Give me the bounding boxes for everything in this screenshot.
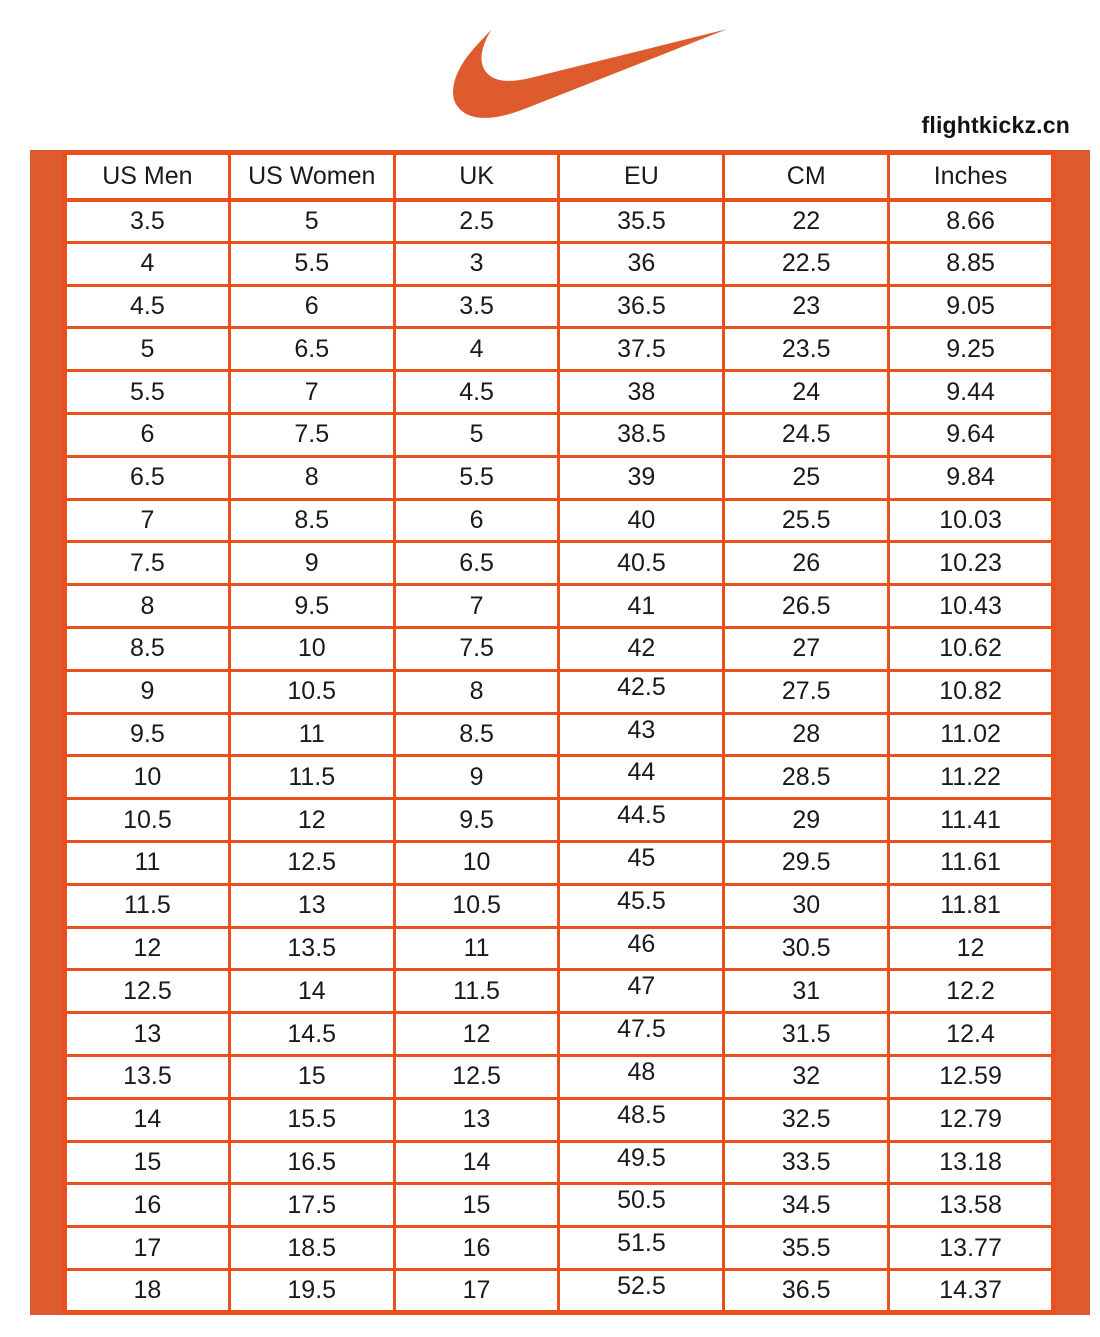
- size-cell-eu: 44: [559, 756, 724, 799]
- size-cell-inches: 12.2: [889, 970, 1054, 1013]
- size-cell-cm: 22: [724, 200, 889, 243]
- website-watermark: flightkickz.cn: [921, 112, 1070, 138]
- size-cell-uk: 9: [394, 756, 559, 799]
- size-cell-uk: 8: [394, 670, 559, 713]
- table-row: [65, 627, 1054, 670]
- size-cell-eu: 44.5: [559, 799, 724, 842]
- size-cell-eu: 47: [559, 970, 724, 1013]
- size-cell-us-men: 6: [65, 413, 230, 456]
- size-cell-us-men: 11: [65, 841, 230, 884]
- table-row: [65, 328, 1054, 371]
- size-cell-us-women: 14: [229, 970, 394, 1013]
- size-cell-us-women: 14.5: [229, 1013, 394, 1056]
- size-cell-eu: 36.5: [559, 285, 724, 328]
- size-cell-uk: 6.5: [394, 542, 559, 585]
- size-cell-eu: 45: [559, 841, 724, 884]
- size-cell-us-men: 5.5: [65, 371, 230, 414]
- size-cell-cm: 28.5: [724, 756, 889, 799]
- right-accent-bar: [1056, 150, 1090, 1315]
- size-cell-inches: 11.22: [889, 756, 1054, 799]
- size-cell-cm: 29: [724, 799, 889, 842]
- size-cell-inches: 13.77: [889, 1227, 1054, 1270]
- size-cell-cm: 25: [724, 456, 889, 499]
- size-cell-uk: 5: [394, 413, 559, 456]
- size-cell-uk: 7.5: [394, 627, 559, 670]
- size-cell-uk: 12.5: [394, 1055, 559, 1098]
- column-header-uk: UK: [394, 153, 559, 200]
- size-cell-cm: 28: [724, 713, 889, 756]
- size-cell-eu: 38.5: [559, 413, 724, 456]
- size-cell-cm: 31: [724, 970, 889, 1013]
- size-cell-inches: 13.18: [889, 1141, 1054, 1184]
- size-cell-us-men: 11.5: [65, 884, 230, 927]
- size-cell-us-men: 14: [65, 1098, 230, 1141]
- size-cell-us-women: 12: [229, 799, 394, 842]
- table-row: [65, 799, 1054, 842]
- size-cell-us-women: 10.5: [229, 670, 394, 713]
- size-cell-us-men: 10.5: [65, 799, 230, 842]
- size-cell-us-men: 8: [65, 585, 230, 628]
- size-cell-inches: 9.25: [889, 328, 1054, 371]
- size-cell-inches: 9.44: [889, 371, 1054, 414]
- table-row: [65, 841, 1054, 884]
- size-cell-us-men: 7: [65, 499, 230, 542]
- size-cell-eu: 35.5: [559, 200, 724, 243]
- size-cell-uk: 14: [394, 1141, 559, 1184]
- size-cell-us-men: 12: [65, 927, 230, 970]
- size-cell-us-men: 3.5: [65, 200, 230, 243]
- size-cell-cm: 26: [724, 542, 889, 585]
- table-row: [65, 200, 1054, 243]
- size-cell-us-men: 16: [65, 1184, 230, 1227]
- size-cell-us-women: 6.5: [229, 328, 394, 371]
- column-header-us-women: US Women: [229, 153, 394, 200]
- table-row: [65, 1227, 1054, 1270]
- size-cell-us-women: 9.5: [229, 585, 394, 628]
- table-row: [65, 970, 1054, 1013]
- size-cell-uk: 9.5: [394, 799, 559, 842]
- size-cell-cm: 33.5: [724, 1141, 889, 1184]
- size-cell-us-women: 15.5: [229, 1098, 394, 1141]
- size-cell-inches: 9.64: [889, 413, 1054, 456]
- size-cell-inches: 11.41: [889, 799, 1054, 842]
- size-cell-us-men: 10: [65, 756, 230, 799]
- size-cell-uk: 10: [394, 841, 559, 884]
- size-cell-cm: 32.5: [724, 1098, 889, 1141]
- size-cell-cm: 27: [724, 627, 889, 670]
- size-cell-cm: 23: [724, 285, 889, 328]
- size-cell-uk: 5.5: [394, 456, 559, 499]
- size-cell-us-men: 9: [65, 670, 230, 713]
- size-cell-uk: 7: [394, 585, 559, 628]
- table-row: [65, 670, 1054, 713]
- size-cell-cm: 35.5: [724, 1227, 889, 1270]
- size-cell-eu: 39: [559, 456, 724, 499]
- size-cell-us-women: 17.5: [229, 1184, 394, 1227]
- size-cell-cm: 32: [724, 1055, 889, 1098]
- size-cell-uk: 8.5: [394, 713, 559, 756]
- table-row: [65, 499, 1054, 542]
- size-cell-eu: 40.5: [559, 542, 724, 585]
- size-cell-uk: 16: [394, 1227, 559, 1270]
- size-cell-us-women: 18.5: [229, 1227, 394, 1270]
- table-row: [65, 285, 1054, 328]
- size-cell-eu: 48: [559, 1055, 724, 1098]
- size-cell-uk: 13: [394, 1098, 559, 1141]
- size-cell-eu: 42.5: [559, 670, 724, 713]
- table-row: [65, 1055, 1054, 1098]
- size-cell-uk: 2.5: [394, 200, 559, 243]
- size-cell-inches: 10.43: [889, 585, 1054, 628]
- table-row: [65, 756, 1054, 799]
- table-row: [65, 927, 1054, 970]
- size-cell-us-women: 11.5: [229, 756, 394, 799]
- size-cell-eu: 52.5: [559, 1269, 724, 1312]
- table-row: [65, 1013, 1054, 1056]
- size-cell-eu: 37.5: [559, 328, 724, 371]
- size-cell-us-women: 19.5: [229, 1269, 394, 1312]
- size-cell-cm: 36.5: [724, 1269, 889, 1312]
- size-cell-uk: 4.5: [394, 371, 559, 414]
- size-cell-us-women: 12.5: [229, 841, 394, 884]
- size-cell-inches: 10.03: [889, 499, 1054, 542]
- size-cell-uk: 3.5: [394, 285, 559, 328]
- table-row: [65, 585, 1054, 628]
- size-cell-cm: 27.5: [724, 670, 889, 713]
- size-cell-us-men: 15: [65, 1141, 230, 1184]
- column-header-eu: EU: [559, 153, 724, 200]
- size-cell-us-men: 17: [65, 1227, 230, 1270]
- size-cell-inches: 14.37: [889, 1269, 1054, 1312]
- size-cell-inches: 10.82: [889, 670, 1054, 713]
- size-cell-cm: 22.5: [724, 242, 889, 285]
- size-cell-cm: 34.5: [724, 1184, 889, 1227]
- size-cell-uk: 3: [394, 242, 559, 285]
- size-cell-us-men: 7.5: [65, 542, 230, 585]
- size-cell-cm: 25.5: [724, 499, 889, 542]
- size-cell-cm: 29.5: [724, 841, 889, 884]
- size-cell-inches: 8.66: [889, 200, 1054, 243]
- size-cell-uk: 4: [394, 328, 559, 371]
- size-cell-us-men: 13: [65, 1013, 230, 1056]
- size-cell-inches: 11.02: [889, 713, 1054, 756]
- size-cell-inches: 12.59: [889, 1055, 1054, 1098]
- size-cell-inches: 12: [889, 927, 1054, 970]
- table-row: [65, 1184, 1054, 1227]
- size-cell-us-men: 5: [65, 328, 230, 371]
- size-cell-cm: 31.5: [724, 1013, 889, 1056]
- table-row: [65, 713, 1054, 756]
- size-cell-us-men: 9.5: [65, 713, 230, 756]
- size-cell-us-women: 8.5: [229, 499, 394, 542]
- table-row: [65, 242, 1054, 285]
- size-cell-us-men: 12.5: [65, 970, 230, 1013]
- table-row: [65, 413, 1054, 456]
- header-row: [65, 153, 1054, 200]
- size-cell-uk: 11.5: [394, 970, 559, 1013]
- size-cell-cm: 30: [724, 884, 889, 927]
- size-cell-eu: 51.5: [559, 1227, 724, 1270]
- size-cell-inches: 9.84: [889, 456, 1054, 499]
- size-cell-inches: 11.81: [889, 884, 1054, 927]
- size-cell-uk: 10.5: [394, 884, 559, 927]
- size-cell-inches: 11.61: [889, 841, 1054, 884]
- table-row: [65, 542, 1054, 585]
- size-cell-inches: 9.05: [889, 285, 1054, 328]
- size-cell-eu: 45.5: [559, 884, 724, 927]
- size-cell-us-women: 11: [229, 713, 394, 756]
- size-cell-inches: 12.79: [889, 1098, 1054, 1141]
- size-cell-us-women: 8: [229, 456, 394, 499]
- size-cell-eu: 41: [559, 585, 724, 628]
- table-row: [65, 884, 1054, 927]
- size-cell-eu: 43: [559, 713, 724, 756]
- left-accent-bar: [30, 150, 62, 1315]
- size-cell-eu: 36: [559, 242, 724, 285]
- size-cell-eu: 46: [559, 927, 724, 970]
- size-cell-cm: 24: [724, 371, 889, 414]
- size-cell-cm: 23.5: [724, 328, 889, 371]
- size-cell-us-women: 16.5: [229, 1141, 394, 1184]
- size-cell-inches: 13.58: [889, 1184, 1054, 1227]
- size-cell-us-women: 13.5: [229, 927, 394, 970]
- size-cell-inches: 10.23: [889, 542, 1054, 585]
- size-cell-us-women: 7: [229, 371, 394, 414]
- nike-swoosh-icon: [453, 26, 727, 120]
- size-cell-inches: 12.4: [889, 1013, 1054, 1056]
- size-cell-us-women: 13: [229, 884, 394, 927]
- size-cell-us-men: 4.5: [65, 285, 230, 328]
- size-cell-uk: 6: [394, 499, 559, 542]
- size-cell-uk: 17: [394, 1269, 559, 1312]
- size-cell-eu: 40: [559, 499, 724, 542]
- table-row: [65, 456, 1054, 499]
- size-cell-uk: 11: [394, 927, 559, 970]
- size-cell-us-men: 13.5: [65, 1055, 230, 1098]
- size-cell-us-women: 7.5: [229, 413, 394, 456]
- size-cell-cm: 24.5: [724, 413, 889, 456]
- size-cell-us-women: 9: [229, 542, 394, 585]
- size-cell-eu: 47.5: [559, 1013, 724, 1056]
- table-row: [65, 1098, 1054, 1141]
- size-cell-us-women: 6: [229, 285, 394, 328]
- size-cell-uk: 12: [394, 1013, 559, 1056]
- size-cell-cm: 30.5: [724, 927, 889, 970]
- table-row: [65, 1141, 1054, 1184]
- size-cell-us-men: 6.5: [65, 456, 230, 499]
- size-cell-inches: 10.62: [889, 627, 1054, 670]
- size-cell-us-men: 4: [65, 242, 230, 285]
- size-conversion-table: [62, 150, 1056, 1315]
- table-body: [65, 200, 1054, 1313]
- table-header: [65, 153, 1054, 200]
- size-cell-eu: 48.5: [559, 1098, 724, 1141]
- size-cell-us-women: 5: [229, 200, 394, 243]
- size-table-container: [30, 150, 1090, 1315]
- size-cell-inches: 8.85: [889, 242, 1054, 285]
- size-cell-us-men: 8.5: [65, 627, 230, 670]
- size-cell-uk: 15: [394, 1184, 559, 1227]
- size-cell-cm: 26.5: [724, 585, 889, 628]
- table-row: [65, 371, 1054, 414]
- size-cell-eu: 42: [559, 627, 724, 670]
- size-cell-eu: 38: [559, 371, 724, 414]
- column-header-us-men: US Men: [65, 153, 230, 200]
- size-cell-us-women: 15: [229, 1055, 394, 1098]
- size-cell-us-women: 10: [229, 627, 394, 670]
- size-cell-us-women: 5.5: [229, 242, 394, 285]
- size-cell-eu: 50.5: [559, 1184, 724, 1227]
- table-row: [65, 1269, 1054, 1312]
- size-cell-eu: 49.5: [559, 1141, 724, 1184]
- column-header-inches: Inches: [889, 153, 1054, 200]
- column-header-cm: CM: [724, 153, 889, 200]
- size-cell-us-men: 18: [65, 1269, 230, 1312]
